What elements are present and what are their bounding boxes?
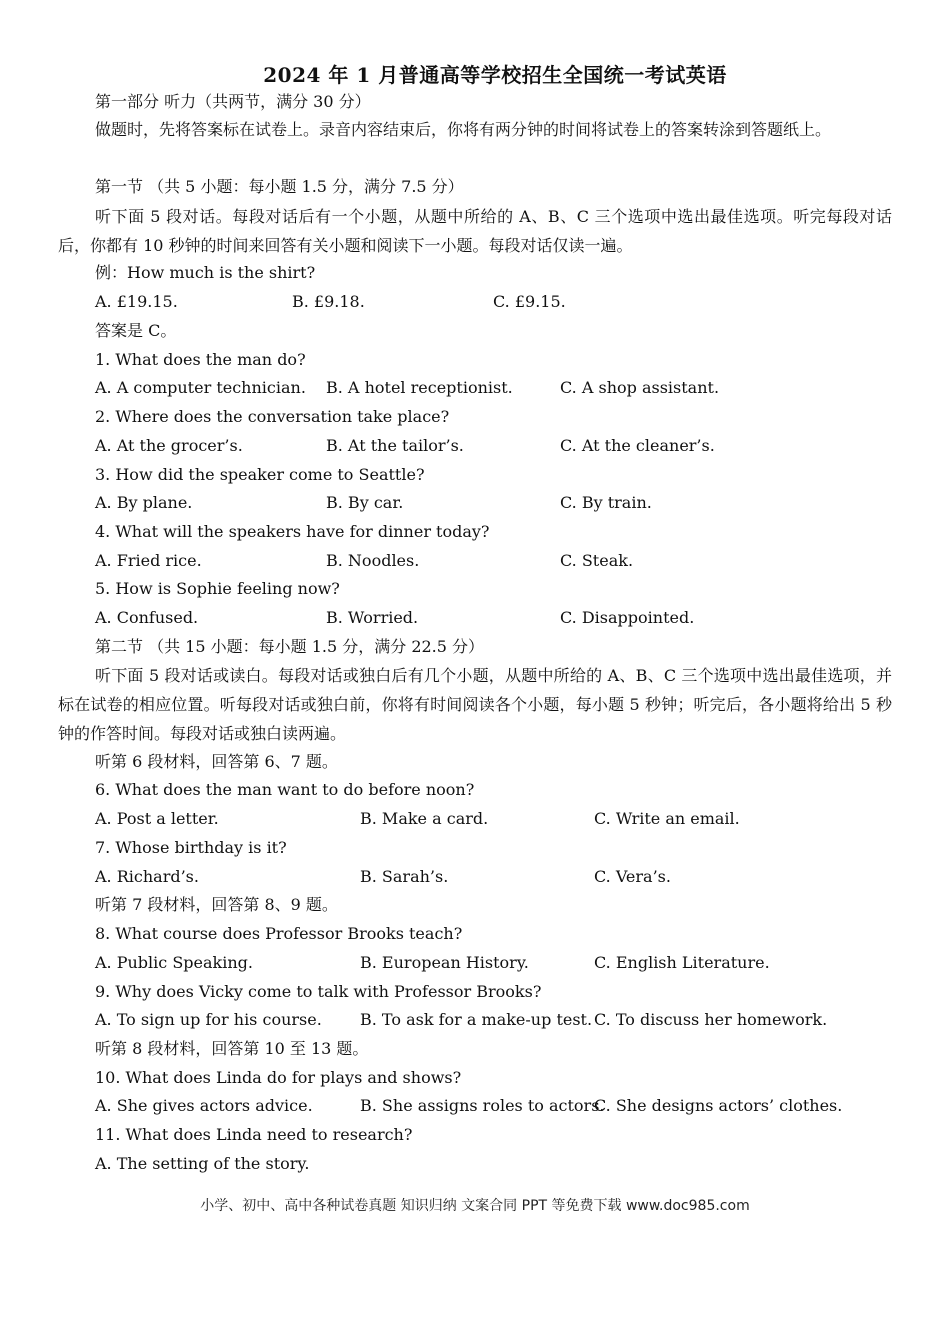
q8-option-b: B. European History. — [360, 953, 529, 972]
q10-option-b: B. She assigns roles to actors. — [360, 1096, 605, 1115]
question-2: 2. Where does the conversation take place? — [95, 407, 450, 426]
q1-option-c: C. A shop assistant. — [560, 378, 720, 397]
q4-option-b: B. Noodles. — [326, 551, 420, 570]
material-7-heading: 听第 7 段材料，回答第 8、9 题。 — [95, 895, 338, 914]
question-5: 5. How is Sophie feeling now? — [95, 579, 340, 598]
question-3: 3. How did the speaker come to Seattle? — [95, 465, 425, 484]
q7-option-a: A. Richard’s. — [95, 867, 199, 886]
q6-option-c: C. Write an email. — [594, 809, 740, 828]
section2-intro: 听下面 5 段对话或读白。每段对话或独白后有几个小题，从题中所给的 A、B、C 三个选项中选出最佳选项，并标在试卷的相应位置。听每段对话或独白前，你将有时间阅读各个小题，每小题 5 秒钟；听完后，各小题将给出 5 秒钟的作答时间。每段对话或独白读两遍。 — [58, 666, 892, 743]
q2-option-b: B. At the tailor’s. — [326, 436, 464, 455]
q9-option-c: C. To discuss her homework. — [594, 1010, 828, 1029]
q8-option-a: A. Public Speaking. — [95, 953, 253, 972]
example-option-c: C. £9.15. — [493, 292, 566, 311]
question-7: 7. Whose birthday is it? — [95, 838, 287, 857]
section1-intro: 听下面 5 段对话。每段对话后有一个小题，从题中所给的 A、B、C 三个选项中选出最佳选项。听完每段对话后，你都有 10 秒钟的时间来回答有关小题和阅读下一小题。每段对话仅读一遍。 — [58, 207, 892, 255]
example-option-b: B. £9.18. — [292, 292, 365, 311]
material-8-heading: 听第 8 段材料，回答第 10 至 13 题。 — [95, 1039, 369, 1058]
q2-option-c: C. At the cleaner’s. — [560, 436, 715, 455]
q6-option-b: B. Make a card. — [360, 809, 489, 828]
q8-option-c: C. English Literature. — [594, 953, 770, 972]
q1-option-a: A. A computer technician. — [95, 378, 306, 397]
q4-option-c: C. Steak. — [560, 551, 634, 570]
instructions-paragraph: 做题时，先将答案标在试卷上。录音内容结束后，你将有两分钟的时间将试卷上的答案转涂到答题纸上。 — [95, 120, 832, 139]
q7-option-b: B. Sarah’s. — [360, 867, 449, 886]
question-10: 10. What does Linda do for plays and shows? — [95, 1068, 462, 1087]
question-1: 1. What does the man do? — [95, 350, 306, 369]
q9-option-a: A. To sign up for his course. — [95, 1010, 322, 1029]
q10-option-c: C. She designs actors’ clothes. — [594, 1096, 843, 1115]
q11-option-a: A. The setting of the story. — [95, 1154, 310, 1173]
q5-option-a: A. Confused. — [95, 608, 199, 627]
q7-option-c: C. Vera’s. — [594, 867, 671, 886]
question-9: 9. Why does Vicky come to talk with Professor Brooks? — [95, 982, 542, 1001]
q4-option-a: A. Fried rice. — [95, 551, 202, 570]
q5-option-c: C. Disappointed. — [560, 608, 695, 627]
part-heading: 第一部分 听力（共两节，满分 30 分） — [95, 92, 371, 111]
q2-option-a: A. At the grocer’s. — [95, 436, 243, 455]
question-4: 4. What will the speakers have for dinner today? — [95, 522, 490, 541]
q3-option-c: C. By train. — [560, 493, 652, 512]
example-answer: 答案是 C。 — [95, 321, 177, 340]
q10-option-a: A. She gives actors advice. — [95, 1096, 313, 1115]
question-6: 6. What does the man want to do before noon? — [95, 780, 475, 799]
page-footer: 小学、初中、高中各种试卷真题 知识归纳 文案合同 PPT 等免费下载 www.doc985.com — [200, 1198, 750, 1214]
example-question: 例：How much is the shirt? — [95, 263, 316, 282]
q3-option-b: B. By car. — [326, 493, 404, 512]
section1-heading: 第一节 （共 5 小题：每小题 1.5 分，满分 7.5 分） — [95, 177, 464, 196]
question-8: 8. What course does Professor Brooks teach? — [95, 924, 463, 943]
example-option-a: A. £19.15. — [95, 292, 178, 311]
q9-option-b: B. To ask for a make-up test. — [360, 1010, 593, 1029]
section2-heading: 第二节 （共 15 小题：每小题 1.5 分，满分 22.5 分） — [95, 637, 485, 656]
material-6-heading: 听第 6 段材料，回答第 6、7 题。 — [95, 752, 338, 771]
page-title: 2024 年 1 月普通高等学校招生全国统一考试英语 — [263, 63, 727, 87]
question-11: 11. What does Linda need to research? — [95, 1125, 413, 1144]
q3-option-a: A. By plane. — [95, 493, 193, 512]
q1-option-b: B. A hotel receptionist. — [326, 378, 513, 397]
q6-option-a: A. Post a letter. — [95, 809, 219, 828]
q5-option-b: B. Worried. — [326, 608, 419, 627]
